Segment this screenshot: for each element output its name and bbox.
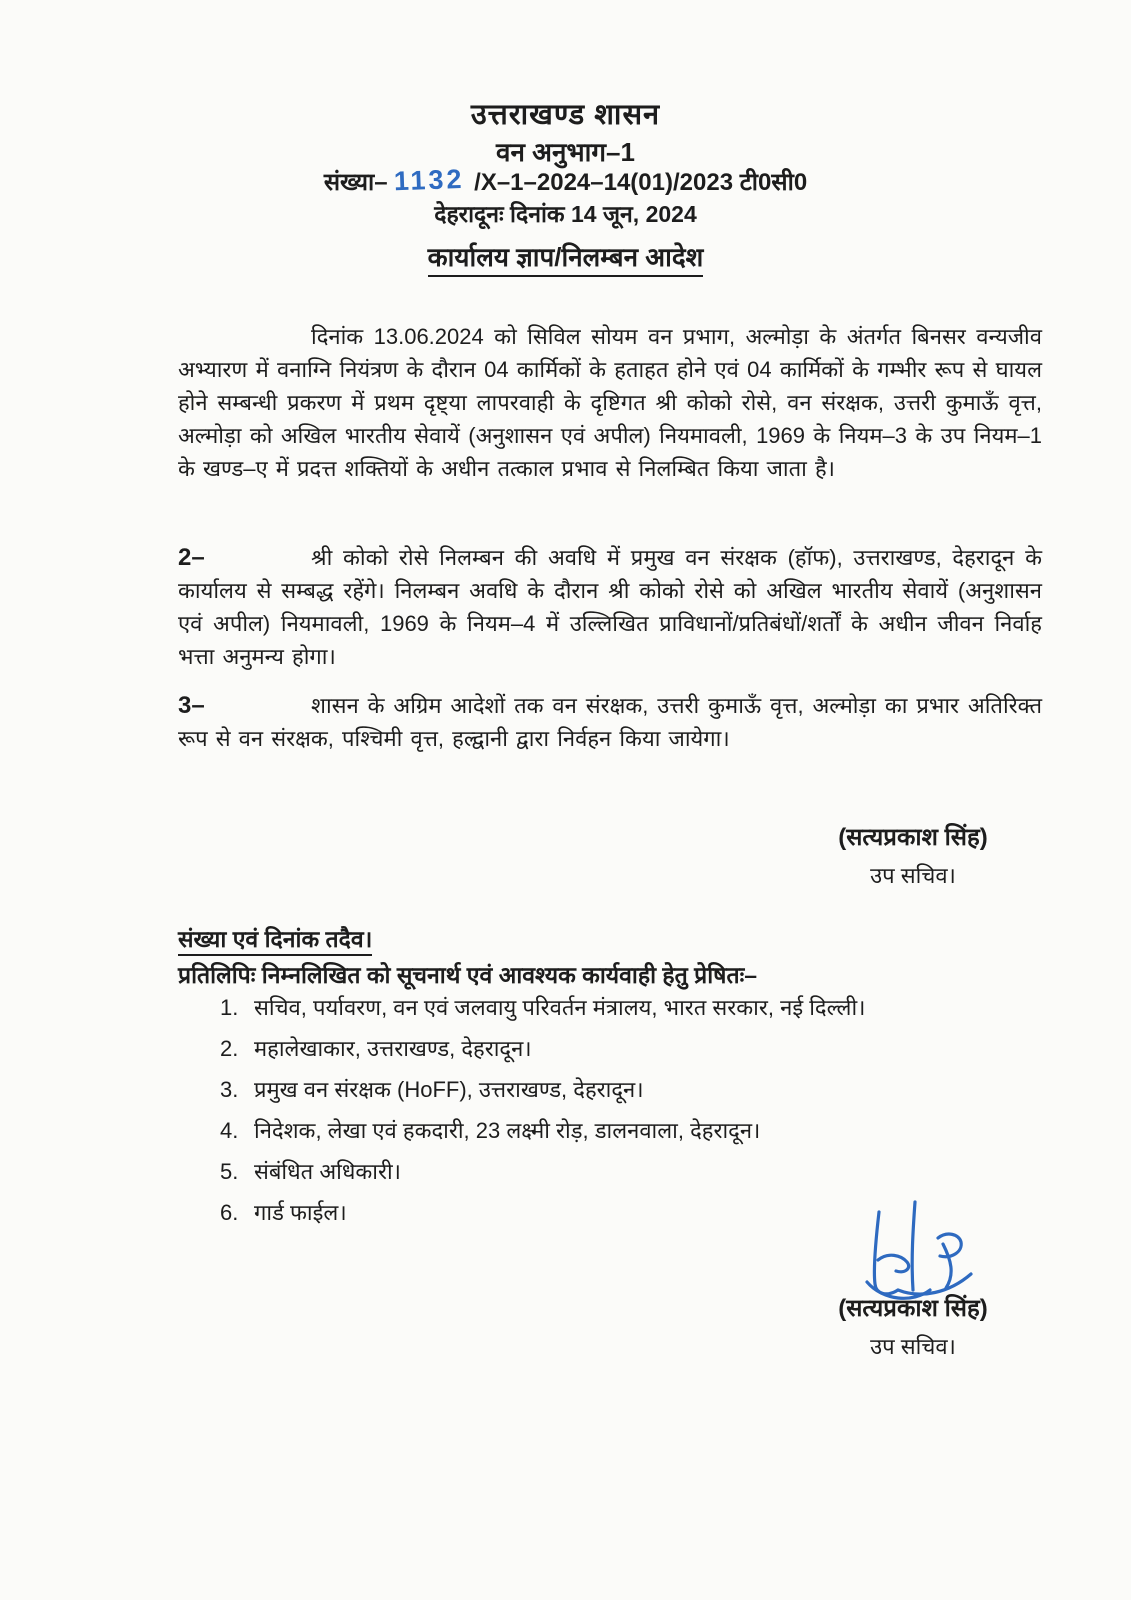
handwritten-letter-number: 1132 <box>393 163 465 197</box>
place-date-line: देहरादूनः दिनांक 14 जून, 2024 <box>434 201 697 227</box>
signatory-title: उप सचिव। <box>870 1334 956 1359</box>
government-name: उत्तराखण्ड शासन <box>470 99 661 131</box>
reference-line: संख्या एवं दिनांक तदैव। <box>178 922 372 954</box>
paragraph-3-text: शासन के अग्रिम आदेशों तक वन संरक्षक, उत्तरी कुमाऊँ वृत्त, अल्मोड़ा का प्रभार अतिरिक्त रूप से वन संरक्षक, पश्चिमी वृत्त, हल्द्वानी द्वारा निर्वहन किया जायेगा। <box>178 693 1042 751</box>
list-item: 2. महालेखाकार, उत्तराखण्ड, देहरादून। <box>220 1036 532 1061</box>
letter-number-label: संख्या– <box>323 169 388 196</box>
subject-title: कार्यालय ज्ञाप/निलम्बन आदेश <box>0 238 1131 274</box>
paragraph-3 <box>178 689 1042 755</box>
paragraph-2-text: श्री कोको रोसे निलम्बन की अवधि में प्रमुख वन संरक्षक (हॉफ), उत्तराखण्ड, देहरादून के कार्यालय से सम्बद्ध रहेंगे। निलम्बन अवधि के दौरान श्री कोको रोसे को अखिल भारतीय सेवायें (अनुशासन एवं अपील) नियमावली, 1969 के नियम–4 में उल्लिखित प्राविधानों/प्रतिबंधों/शर्तों के अधीन जीवन निर्वाह भत्ता अनुमन्य होगा। <box>178 545 1042 669</box>
department-section: वन अनुभाग–1 <box>496 137 635 167</box>
list-item: 4. निदेशक, लेखा एवं हकदारी, 23 लक्ष्मी रोड़, डालनवाला, देहरादून। <box>220 1118 761 1143</box>
letter-number-line <box>0 165 1131 198</box>
signatory-title: उप सचिव। <box>870 863 956 888</box>
list-item: 6. गार्ड फाईल। <box>220 1200 347 1225</box>
paragraph-1: दिनांक 13.06.2024 को सिविल सोयम वन प्रभाग, अल्मोड़ा के अंतर्गत बिनसर वन्यजीव अभ्यारण में वनाग्नि नियंत्रण के दौरान 04 कार्मिकों के हताहत होने एवं 04 कार्मिकों के गम्भीर रूप से घायल होने सम्बन्धी प्रकरण में प्रथम दृष्ट्या लापरवाही के दृष्टिगत श्री कोको रोसे, वन संरक्षक, उत्तरी कुमाऊँ वृत्त, अल्मोड़ा को अखिल भारतीय सेवायें (अनुशासन एवं अपील) नियमावली, 1969 के नियम–3 के उप नियम–1 के खण्ड–ए में प्रदत्त शक्तियों के अधीन तत्काल प्रभाव से निलम्बित किया जाता है। <box>178 324 1042 481</box>
signatory-block-bottom <box>763 1291 1063 1361</box>
list-item: 1. सचिव, पर्यावरण, वन एवं जलवायु परिवर्तन मंत्रालय, भारत सरकार, नई दिल्ली। <box>220 995 866 1020</box>
signatory-name: (सत्यप्रकाश सिंह) <box>838 1295 988 1322</box>
letter-number-rest: /X–1–2024–14(01)/2023 टी0सी0 <box>474 169 808 196</box>
signatory-block-top <box>763 820 1063 890</box>
paragraph-3-marker: 3– <box>178 692 205 719</box>
list-item: 3. प्रमुख वन संरक्षक (HoFF), उत्तराखण्ड, देहरादून। <box>220 1077 644 1102</box>
signatory-name: (सत्यप्रकाश सिंह) <box>838 824 988 851</box>
paragraph-2-marker: 2– <box>178 544 205 571</box>
copy-intro-line: प्रतिलिपिः निम्नलिखित को सूचनार्थ एवं आवश्यक कार्यवाही हेतु प्रेषितः– <box>178 962 758 988</box>
list-item: 5. संबंधित अधिकारी। <box>220 1159 401 1184</box>
paragraph-2 <box>178 541 1042 673</box>
